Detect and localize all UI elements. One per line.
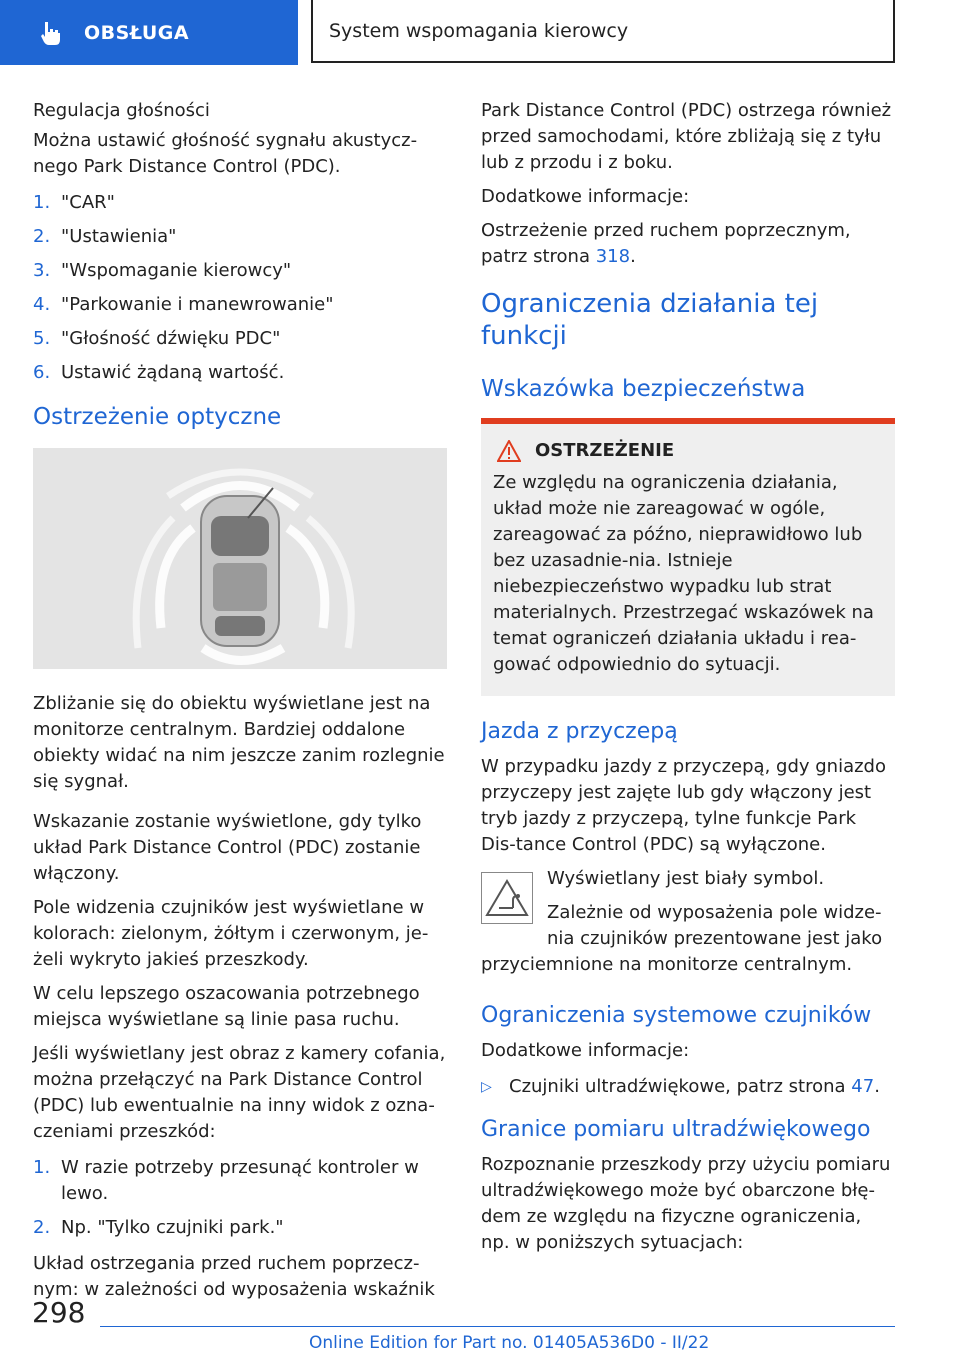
section-label: OBSŁUGA [84, 21, 190, 44]
trailer-warning-icon [481, 872, 533, 924]
pdc-display-illustration [33, 448, 447, 669]
chapter-title: System wspomagania kierowcy [329, 19, 629, 42]
optical-heading: Ostrzeżenie optyczne [33, 404, 282, 430]
paragraph: Park Distance Control (PDC) ostrzega również przed samochodami, które zbliżają się z tyłu lub z przodu i z boku. [481, 100, 892, 173]
ultrasonic-range-heading: Granice pomiaru ultradźwiękowego [481, 1117, 871, 1142]
footer-divider [100, 1326, 895, 1327]
volume-steps [33, 190, 447, 386]
chapter-header [311, 0, 895, 63]
paragraph: Zbliżanie się do obiektu wyświetlane jest na monitorze centralnym. Bardziej oddalone obiekty widać na nim jeszcze zanim rozlegnie się sygnał. [33, 693, 445, 792]
volume-title: Regulacja głośności [33, 100, 210, 121]
volume-text: Można ustawić głośność sygnału akustycz-nego Park Distance Control (PDC). [33, 130, 418, 177]
system-limits-heading: Ograniczenia systemowe czujników [481, 1003, 872, 1028]
paragraph: Dodatkowe informacje: [481, 1040, 690, 1061]
section-tab [0, 0, 298, 65]
paragraph: Rozpoznanie przeszkody przy użyciu pomiaru ultradźwiękowego może być obarczone błę-dem ze względu na fizyczne ograniczenia, np. w poniższych sytuacjach: [481, 1154, 891, 1253]
paragraph: Wyświetlany jest biały symbol. [547, 868, 825, 889]
warning-box [481, 418, 895, 696]
paragraph: W przypadku jazdy z przyczepą, gdy gniazdo przyczepy jest zajęte lub gdy włączony jest tryb jazdy z przyczepą, tylne funkcje Park Dis-tance Control (PDC) są wyłączone. [481, 756, 886, 855]
list-item: 1. W razie potrzeby przesunąć kontroler w lewo. [33, 1157, 419, 1204]
list-item: 2. "Ustawienia" [33, 226, 177, 247]
paragraph: Jeśli wyświetlany jest obraz z kamery cofania, można przełączyć na Park Distance Control (PDC) lub ewentualnie na inny widok z ozna-czeniami przeszkód: [33, 1043, 446, 1142]
hand-pointer-icon [36, 18, 66, 48]
page-link[interactable]: 47 [851, 1076, 875, 1097]
list-item: ▷ Czujniki ultradźwiękowe, patrz strona 47. [481, 1074, 895, 1100]
limits-heading: Ograniczenia działania tej funkcji [481, 289, 819, 351]
paragraph: Ostrzeżenie przed ruchem poprzecznym, patrz strona 318. [481, 220, 851, 267]
paragraph: Wskazanie zostanie wyświetlone, gdy tylko układ Park Distance Control (PDC) zostanie włączony. [33, 811, 422, 884]
list-item: 5. "Głośność dźwięku PDC" [33, 328, 281, 349]
view-steps [33, 1155, 447, 1241]
paragraph: Dodatkowe informacje: [481, 186, 690, 207]
list-item: 4. "Parkowanie i manewrowanie" [33, 294, 334, 315]
paragraph: Pole widzenia czujników jest wyświetlane w kolorach: zielonym, żółtym i czerwonym, je-żeli wykryto jakieś przeszkody. [33, 897, 429, 970]
warning-text: Ze względu na ograniczenia działania, układ może nie zareagować w ogóle, zareagować za późno, nieprawidłowo lub bez uzasadnie-nia. Istnieje niebezpieczeństwo wypadku lub strat materialnych. Przestrzegać wskazówek na temat ograniczeń działania układu i rea-gować odpowiednio do sytuacji. [493, 472, 874, 675]
safety-heading: Wskazówka bezpieczeństwa [481, 376, 806, 402]
list-item: 6. Ustawić żądaną wartość. [33, 362, 285, 383]
edition-footer: Online Edition for Part no. 01405A536D0 - II/22 [309, 1333, 710, 1353]
page-link[interactable]: 318 [595, 246, 631, 267]
paragraph: Zależnie od wyposażenia pole widze-nia czujników prezentowane jest jako przyciemnione na monitorze centralnym. [481, 902, 883, 975]
left-column [33, 98, 447, 1311]
car-top-view-icon [33, 448, 447, 669]
trailer-heading: Jazda z przyczepą [481, 719, 678, 744]
warning-triangle-icon [497, 440, 521, 462]
right-column [481, 98, 895, 1264]
paragraph: Układ ostrzegania przed ruchem poprzecz-nym: w zależności od wyposażenia wskaźnik [33, 1253, 435, 1300]
paragraph: W celu lepszego oszacowania potrzebnego miejsca wyświetlane są linie pasa ruchu. [33, 983, 420, 1030]
list-item: 2. Np. "Tylko czujniki park." [33, 1217, 284, 1238]
warning-title: OSTRZEŻENIE [535, 440, 675, 461]
list-item: 3. "Wspomaganie kierowcy" [33, 260, 292, 281]
triangle-bullet-icon: ▷ [481, 1079, 492, 1095]
list-item: 1. "CAR" [33, 192, 115, 213]
page-number: 298 [32, 1296, 86, 1329]
